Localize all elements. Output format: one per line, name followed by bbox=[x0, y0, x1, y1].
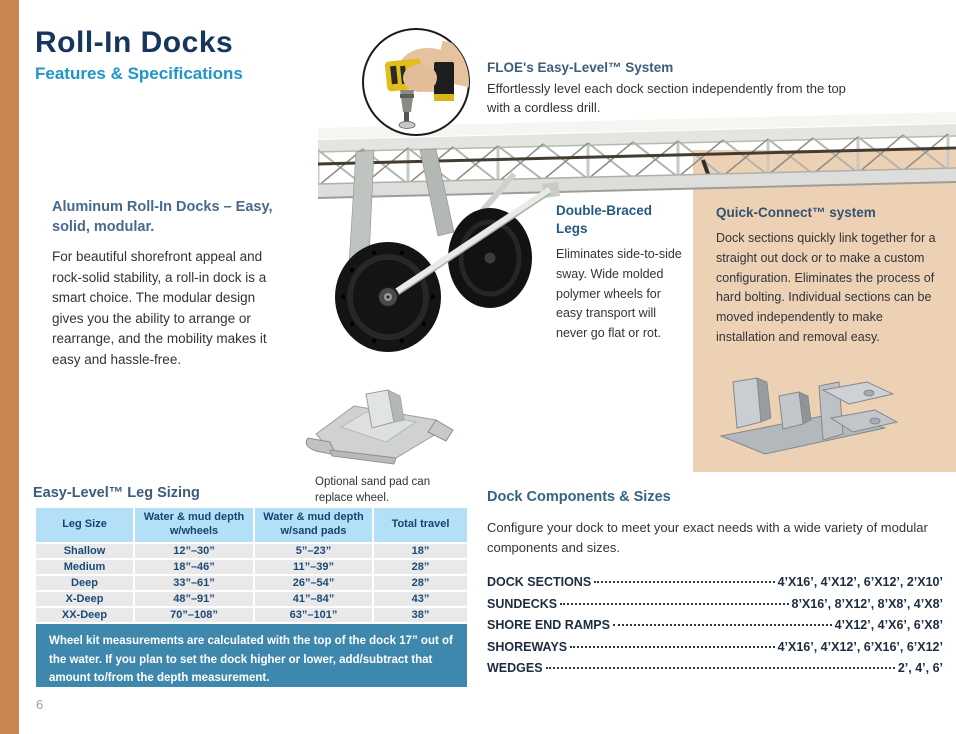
page-subtitle: Features & Specifications bbox=[35, 64, 243, 83]
component-sizes: 4’X12’, 4’X6’, 6’X8’ bbox=[834, 618, 943, 632]
table-cell: 18” bbox=[374, 544, 467, 558]
aluminum-body: For beautiful shorefront appeal and rock-solid stability, a roll-in dock is a smart choice. The modular design gives you the ability to arrange or rearrange, and the mobility makes it easy and hassle-free. bbox=[52, 249, 267, 367]
quick-connect-feature bbox=[716, 205, 944, 348]
drill-photo bbox=[358, 24, 474, 140]
dock-components-section bbox=[487, 489, 943, 683]
table-cell: 43” bbox=[374, 592, 467, 606]
double-braced-feature bbox=[556, 202, 684, 344]
leg-sizing-title: Easy-Level™ Leg Sizing bbox=[33, 485, 200, 501]
double-braced-body: Eliminates side-to-side sway. Wide molded polymer wheels for easy transport will never go flat or rot. bbox=[556, 247, 682, 341]
quick-connect-body: Dock sections quickly link together for a straight out dock or to make a custom configuration. Eliminates the process of hard bolting. Individual sections can be moved independently to make installation and removal easy. bbox=[716, 231, 936, 344]
quick-connect-bracket-image bbox=[703, 356, 901, 468]
list-item bbox=[487, 618, 943, 632]
table-cell: Deep bbox=[36, 576, 133, 590]
component-label: WEDGES bbox=[487, 661, 543, 675]
dotted-leader bbox=[613, 624, 832, 626]
aluminum-feature bbox=[52, 198, 280, 370]
table-cell: 18”–46” bbox=[135, 560, 253, 574]
page-number: 6 bbox=[36, 697, 44, 712]
accent-side-bar bbox=[0, 0, 19, 734]
table-cell: 28” bbox=[374, 560, 467, 574]
components-title: Dock Components & Sizes bbox=[487, 489, 671, 505]
table-cell: 33”–61” bbox=[135, 576, 253, 590]
components-list bbox=[487, 575, 943, 675]
wheel-kit-note: Wheel kit measurements are calculated with the top of the dock 17” out of the water. If you plan to set the dock higher or lower, add/subtract that amount to/from the depth measurement. bbox=[36, 624, 467, 687]
table-cell: 63”–101” bbox=[255, 608, 372, 622]
easy-level-body: Effortlessly level each dock section independently from the top with a cordless drill. bbox=[487, 81, 846, 115]
dotted-leader bbox=[546, 667, 895, 669]
easy-level-feature bbox=[487, 60, 849, 118]
quick-connect-heading: Quick-Connect™ system bbox=[716, 205, 876, 220]
table-header-cell: Water & mud depth w/sand pads bbox=[255, 508, 372, 542]
table-cell: 41”–84” bbox=[255, 592, 372, 606]
component-sizes: 8’X16’, 8’X12’, 8’X8’, 4’X8’ bbox=[791, 596, 943, 611]
table-header-cell: Water & mud depth w/wheels bbox=[135, 508, 253, 542]
component-label: SUNDECKS bbox=[487, 596, 558, 611]
dotted-leader bbox=[560, 603, 788, 605]
leg-sizing-table bbox=[36, 508, 467, 622]
sand-pad-image bbox=[296, 372, 466, 472]
table-cell: 70”–108” bbox=[135, 608, 253, 622]
table-cell: 28” bbox=[374, 576, 467, 590]
list-item bbox=[487, 597, 943, 611]
table-cell: XX-Deep bbox=[36, 608, 133, 622]
component-sizes: 2’, 4’, 6’ bbox=[897, 661, 943, 675]
aluminum-heading: Aluminum Roll-In Docks – Easy, solid, modular. bbox=[52, 199, 273, 235]
list-item bbox=[487, 661, 943, 675]
easy-level-heading: FLOE's Easy-Level™ System bbox=[487, 60, 674, 75]
table-cell: 5”–23” bbox=[255, 544, 372, 558]
component-sizes: 4’X16’, 4’X12’, 6’X16’, 6’X12’ bbox=[777, 639, 943, 654]
component-label: SHORE END RAMPS bbox=[487, 618, 610, 632]
double-braced-heading: Double-Braced Legs bbox=[556, 203, 653, 236]
table-header-cell: Leg Size bbox=[36, 508, 133, 542]
table-cell: 11”–39” bbox=[255, 560, 372, 574]
dotted-leader bbox=[570, 646, 774, 648]
page-title: Roll-In Docks bbox=[35, 26, 234, 59]
table-header-cell: Total travel bbox=[374, 508, 467, 542]
table-cell: Shallow bbox=[36, 544, 133, 558]
component-label: DOCK SECTIONS bbox=[487, 575, 592, 589]
table-cell: X-Deep bbox=[36, 592, 133, 606]
component-label: SHOREWAYS bbox=[487, 639, 568, 654]
table-cell: Medium bbox=[36, 560, 133, 574]
sand-pad-caption: Optional sand pad can replace wheel. bbox=[315, 476, 431, 505]
list-item bbox=[487, 575, 943, 589]
dotted-leader bbox=[594, 581, 774, 583]
table-cell: 48”–91” bbox=[135, 592, 253, 606]
table-cell: 38” bbox=[374, 608, 467, 622]
components-intro: Configure your dock to meet your exact needs with a wide variety of modular components and sizes. bbox=[487, 520, 928, 555]
table-cell: 26”–54” bbox=[255, 576, 372, 590]
list-item bbox=[487, 640, 943, 654]
table-cell: 12”–30” bbox=[135, 544, 253, 558]
component-sizes: 4’X16’, 4’X12’, 6’X12’, 2’X10’ bbox=[777, 575, 943, 589]
